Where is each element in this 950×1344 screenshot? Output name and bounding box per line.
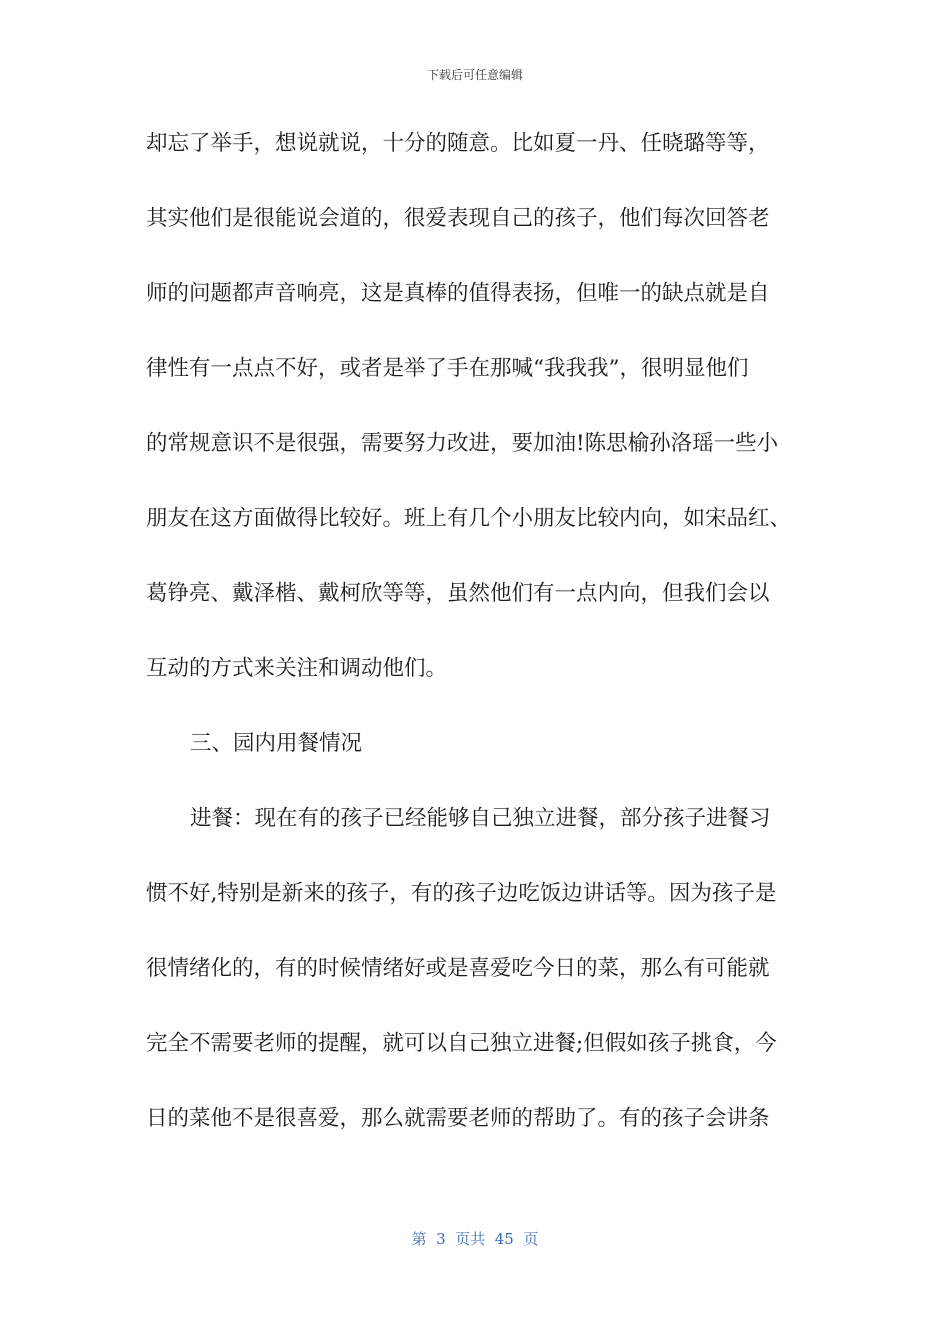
text-line: 互动的方式来关注和调动他们。	[146, 656, 448, 681]
section-heading: 三、园内用餐情况	[190, 731, 363, 756]
text-line: 朋友在这方面做得比较好。班上有几个小朋友比较内向，如宋品红、	[146, 506, 792, 531]
document-body	[146, 128, 806, 1178]
text-line: 日的菜他不是很喜爱，那么就需要老师的帮助了。有的孩子会讲条	[146, 1106, 770, 1131]
text-line: 却忘了举手，想说就说，十分的随意。比如夏一丹、任晓璐等等，	[146, 131, 770, 156]
text-line: 律性有一点点不好，或者是举了手在那喊“我我我”，很明显他们	[146, 356, 749, 381]
page-header: 下载后可任意编辑	[426, 68, 523, 82]
text-line: 很情绪化的，有的时候情绪好或是喜爱吃今日的菜，那么有可能就	[146, 956, 770, 981]
text-line: 其实他们是很能说会道的，很爱表现自己的孩子，他们每次回答老	[146, 206, 770, 231]
text-line: 葛铮亮、戴泽楷、戴柯欣等等，虽然他们有一点内向，但我们会以	[146, 581, 770, 606]
text-line: 师的问题都声音响亮，这是真棒的值得表扬，但唯一的缺点就是自	[146, 281, 770, 306]
text-line: 惯不好,特别是新来的孩子，有的孩子边吃饭边讲话等。因为孩子是	[146, 881, 777, 906]
page-number-footer: 第 3 页共 45 页	[411, 1230, 539, 1248]
paragraph-start-line: 进餐：现在有的孩子已经能够自己独立进餐，部分孩子进餐习	[190, 806, 771, 831]
text-line: 完全不需要老师的提醒，就可以自己独立进餐;但假如孩子挑食，今	[146, 1031, 777, 1056]
text-line: 的常规意识不是很强，需要努力改进，要加油!陈思榆孙洛瑶一些小	[146, 431, 779, 456]
